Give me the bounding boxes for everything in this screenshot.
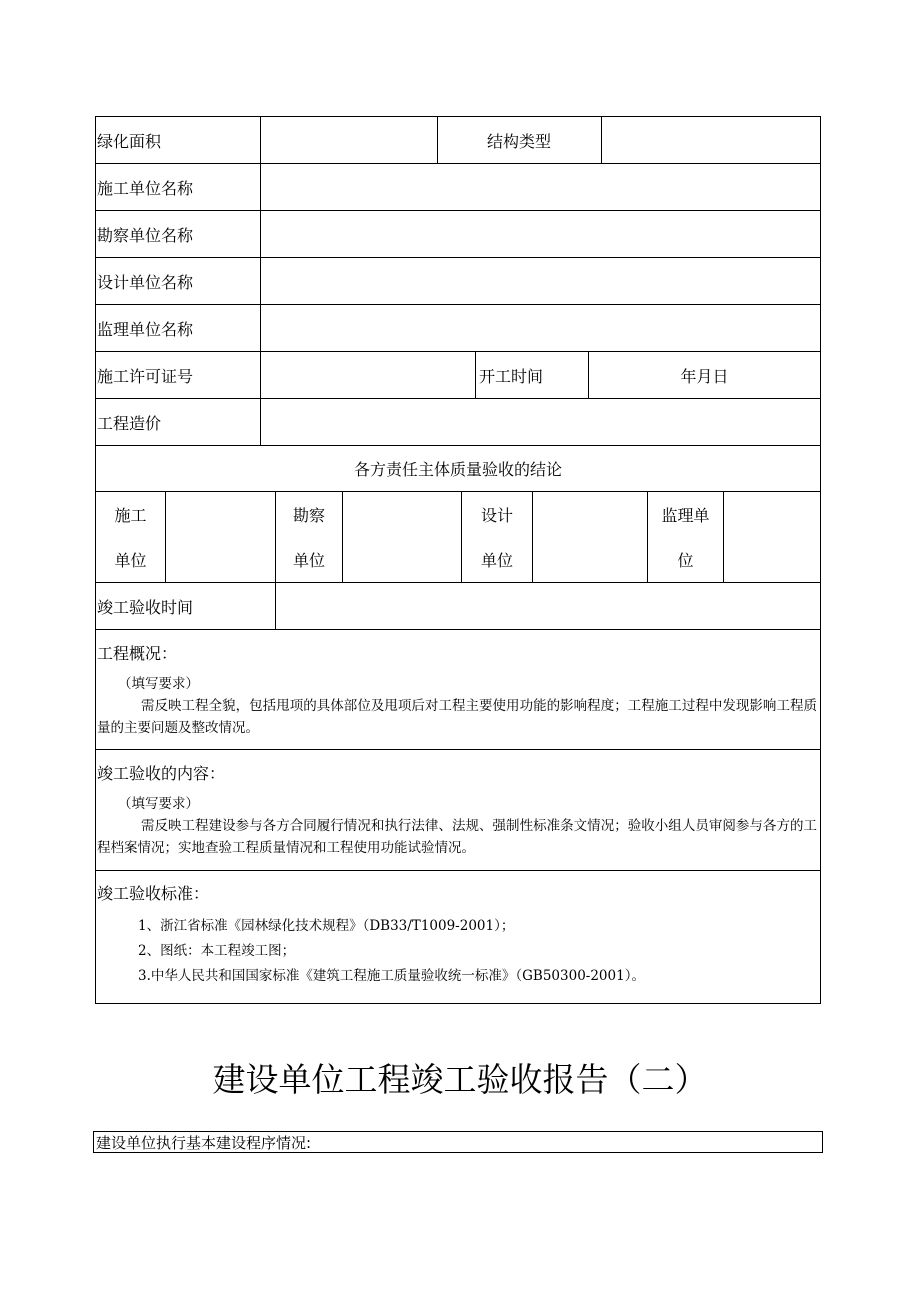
start-date-placeholder: 年月日 (680, 366, 729, 386)
overview-text: 需反映工程全貌，包括甩项的具体部位及甩项后对工程主要使用功能的影响程度；工程施工过程中发现影响工程质量的主要问题及整改情况。 (97, 698, 817, 736)
unit-constructor-line1: 施工 (114, 506, 147, 525)
label-permit-no: 施工许可证号 (97, 366, 194, 386)
content-heading: 竣工验收的内容： (97, 763, 226, 783)
label-start-time: 开工时间 (479, 366, 544, 386)
label-survey-name: 勘察单位名称 (97, 225, 194, 245)
unit-survey-line2: 单位 (292, 551, 325, 570)
standard-item-3: 3.中华人民共和国国家标准《建筑工程施工质量验收统一标准》（GB50300-2001）。 (138, 968, 645, 984)
unit-design-line1: 设计 (480, 506, 513, 525)
content-requirement: （填写要求） (118, 796, 199, 812)
procedure-label: 建设单位执行基本建设程序情况: (96, 1133, 312, 1152)
report-title: 建设单位工程竣工验收报告（二） (212, 1060, 708, 1099)
label-supervisor-name: 监理单位名称 (97, 319, 194, 339)
label-design-name: 设计单位名称 (97, 272, 194, 292)
label-greening-area: 绿化面积 (97, 131, 162, 151)
unit-constructor-line2: 单位 (114, 551, 147, 570)
unit-supervisor-line1: 监理单 (661, 506, 710, 525)
conclusion-header: 各方责任主体质量验收的结论 (353, 460, 562, 479)
unit-supervisor-line2: 位 (677, 551, 694, 570)
content-text: 需反映工程建设参与各方合同履行情况和执行法律、法规、强制性标准条文情况；验收小组人员审阅参与各方的工程档案情况；实地查验工程质量情况和工程使用功能试验情况。 (97, 818, 817, 856)
standard-heading: 竣工验收标准： (97, 883, 210, 903)
label-constructor-name: 施工单位名称 (97, 178, 194, 198)
label-completion-time: 竣工验收时间 (97, 597, 194, 617)
standard-item-1: 1、浙江省标准《园林绿化技术规程》（DB33/T1009-2001）； (138, 918, 515, 934)
procedure-box (93, 1131, 823, 1153)
overview-requirement: （填写要求） (118, 676, 199, 692)
label-structure-type: 结构类型 (487, 131, 552, 151)
label-project-cost: 工程造价 (97, 413, 162, 433)
unit-design-line2: 单位 (480, 551, 513, 570)
overview-heading: 工程概况： (97, 643, 178, 663)
unit-survey-line1: 勘察 (292, 506, 325, 525)
standard-item-2: 2、图纸：本工程竣工图； (138, 943, 296, 959)
